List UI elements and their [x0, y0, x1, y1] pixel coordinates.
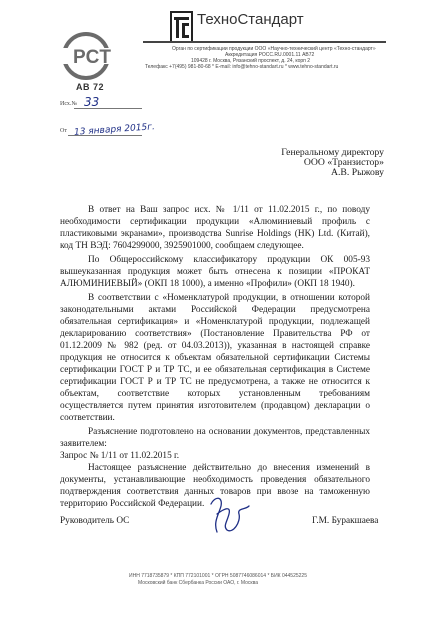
ref-date-handwritten: 13 января 2015г. — [73, 122, 156, 138]
ref-number-label: Исх.№ — [60, 101, 78, 107]
signer-position: Руководитель ОС — [60, 516, 130, 526]
svg-text:PCT: PCT — [73, 47, 111, 68]
header-contact-line: Телефакс +7(495) 981-80-68 * E-mail: info@tehno-standart.ru * www.tehno-standart.ru — [145, 64, 339, 70]
ref-date-label: От — [60, 128, 67, 134]
body-paragraph-2: По Общероссийскому классификатору продукции ОК 005-93 вышеуказанная продукция может быть отнесена к позиции «ПРОКАТ АЛЮМИНИЕВЫЙ» (ОКП 18 1000), а именно «Профили» (ОКП 18 1940). — [60, 255, 370, 289]
body-paragraph-5: Запрос № 1/11 от 11.02.2015 г. — [60, 451, 180, 461]
body-paragraph-4: Разъяснение подготовлено на основании документов, представленных заявителем: — [60, 427, 370, 449]
body-paragraph-1: В ответ на Ваш запрос исх. № 1/11 от 11.02.2015 г., по поводу необходимости сертификации продукции «Алюминиевый профиль с пластиковыми экранами», производства Sunrise Holdings (HK) Ltd. (Китай), код ТН ВЭД: 7604299000, 3925901000, сообщаем следующее. — [60, 205, 370, 251]
rst-code: АВ 72 — [76, 82, 105, 92]
brand-name: ТехноСтандарт — [197, 11, 304, 28]
body-paragraph-6: Настоящее разъяснение действительно до внесения изменений в документы, устанавливающие необходимость проведения обязательного подтверждения соответствия данных товаров при ввозе на таможенную территорию Российской Федерации. — [60, 463, 370, 509]
letter-body — [60, 204, 370, 510]
body-paragraph-3: В соответствии с «Номенклатурой продукции, в отношении которой законодательными актами Российской Федерации предусмотрена обязательная сертификация» и «Номенклатурой продукции, подлежащей декларированию соответствия» (Постановление Правительства РФ от 01.12.2009 № 982 (ред. от 04.03.2013)), указанная в настоящей справке продукция не относится к объектам обязательной сертификации Системы сертификации ГОСТ Р и ТР ТС, и ее обязательная сертификация в Системе сертификации ГОСТ Р и ТР ТС не предусмотрена, а также не относится к объектам, соответствие которых установленным требованиям осуществляется путем принятия изготовителем (продавцом) декларации о соответствии. — [60, 293, 370, 423]
ref-number-handwritten: 33 — [84, 95, 100, 109]
header-address-line: 109428 г. Москва, Рязанский проспект, д. 24, корп 2 — [191, 58, 311, 64]
footer-ids-line: ИНН 7718735879 * КПП 772101001 * ОГРН 5087746086014 * БИК 044525225 — [129, 573, 307, 579]
tehnostandart-logo-icon — [170, 11, 193, 43]
rst-certification-logo — [60, 30, 124, 82]
addressee-organization: ООО «Транзистор» — [303, 157, 384, 168]
header-divider — [143, 41, 386, 43]
addressee-position: Генеральному директору — [281, 147, 384, 158]
footer-bank-line: Московский банк Сбербанка России ОАО, г. Москва — [138, 580, 258, 586]
handwritten-signature — [205, 492, 255, 538]
header-org-line: Орган по сертификации продукции ООО «Научно-технический центр «Техно-стандарт» — [172, 46, 376, 52]
header-accreditation-line: Аккредитация РОСС.RU.0001.11 АВ72 — [225, 52, 315, 58]
addressee-name: А.В. Рыжову — [330, 167, 384, 178]
signer-name: Г.М. Буракшаева — [312, 516, 379, 526]
